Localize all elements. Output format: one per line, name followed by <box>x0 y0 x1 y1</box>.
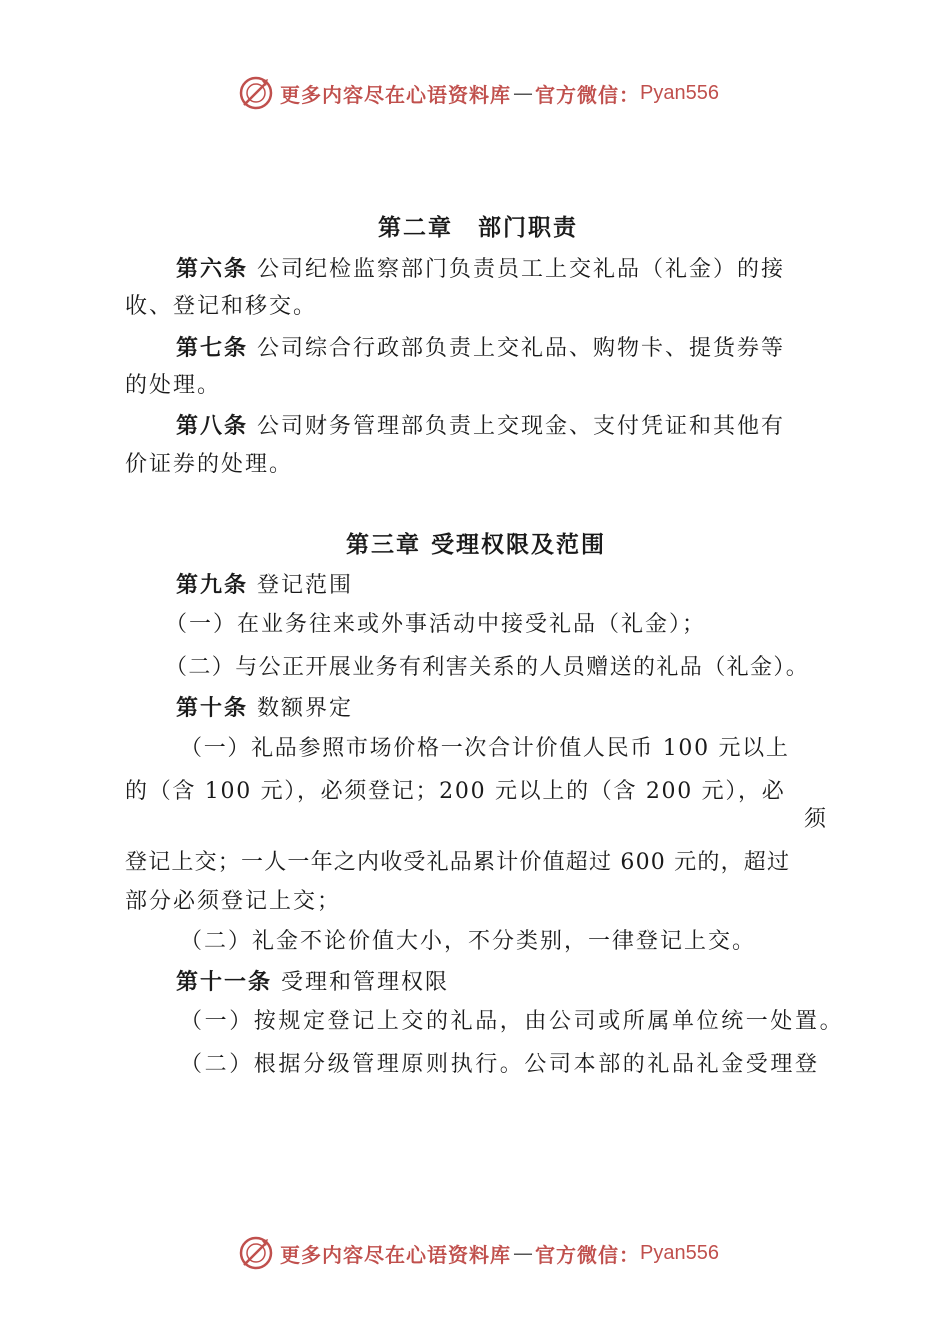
article-7-text: 公司综合行政部负责上交礼品、购物卡、提货券等 <box>257 336 786 361</box>
chapter-3-title: 第三章 受理权限及范围 <box>346 531 607 558</box>
article-11-label: 第十一条 <box>176 969 273 995</box>
article-10-item-1-line-2-overflow: 须 <box>804 807 829 832</box>
article-9-label: 第九条 <box>176 572 249 598</box>
header-watermark <box>238 73 719 113</box>
watermark-wechat-label: 官方微信： <box>535 1242 640 1267</box>
article-8-line-1 <box>176 411 785 442</box>
article-10-item-1-line-2: 的（含 100 元），必须登记；200 元以上的（含 200 元），必 <box>125 779 786 804</box>
watermark-separator: — <box>513 81 533 105</box>
watermark-wechat-label: 官方微信： <box>535 82 640 107</box>
watermark-logo-icon <box>238 75 274 111</box>
article-10-item-1-line-1: （一）礼品参照市场价格一次合计价值人民币 100 元以上 <box>180 736 790 761</box>
article-9-heading <box>176 570 353 601</box>
article-10-heading <box>176 693 353 724</box>
article-8-text: 公司财务管理部负责上交现金、支付凭证和其他有 <box>257 414 786 439</box>
watermark-wechat-id: Pyan556 <box>640 81 719 104</box>
watermark-text: 更多内容尽在心语资料库 <box>280 82 511 107</box>
watermark-logo-icon <box>238 1235 274 1271</box>
article-10-item-1-line-3: 登记上交；一人一年之内收受礼品累计价值超过 600 元的，超过 <box>125 850 791 875</box>
chapter-2-title: 第二章 部门职责 <box>378 214 578 241</box>
article-8-label: 第八条 <box>176 413 249 439</box>
article-11-item-2: （二）根据分级管理原则执行。公司本部的礼品礼金受理登 <box>180 1052 820 1077</box>
watermark-text: 更多内容尽在心语资料库 <box>280 1242 511 1267</box>
article-9-item-1: （一）在业务往来或外事活动中接受礼品（礼金）； <box>165 612 707 637</box>
article-7-label: 第七条 <box>176 335 249 361</box>
article-6-label: 第六条 <box>176 256 249 282</box>
article-6-text: 公司纪检监察部门负责员工上交礼品（礼金）的接 <box>257 257 786 282</box>
article-9-title: 登记范围 <box>257 573 354 598</box>
article-9-item-2: （二）与公正开展业务有利害关系的人员赠送的礼品（礼金）。 <box>165 655 810 680</box>
article-11-heading <box>176 967 449 998</box>
article-10-item-1-line-4: 部分必须登记上交； <box>125 889 342 914</box>
article-7-line-2: 的处理。 <box>125 373 222 398</box>
article-11-item-1: （一）按规定登记上交的礼品，由公司或所属单位统一处置。 <box>180 1009 845 1034</box>
watermark-separator: — <box>513 1241 533 1265</box>
article-10-label: 第十条 <box>176 695 249 721</box>
article-8-line-2: 价证券的处理。 <box>125 452 294 477</box>
article-11-title: 受理和管理权限 <box>281 970 450 995</box>
article-10-item-2: （二）礼金不论价值大小，不分类别，一律登记上交。 <box>180 929 757 954</box>
watermark-wechat-id: Pyan556 <box>640 1241 719 1264</box>
footer-watermark <box>238 1233 719 1273</box>
article-6-line-2: 收、登记和移交。 <box>125 294 318 319</box>
article-7-line-1 <box>176 333 785 364</box>
article-10-title: 数额界定 <box>257 696 354 721</box>
article-6-line-1 <box>176 254 785 285</box>
